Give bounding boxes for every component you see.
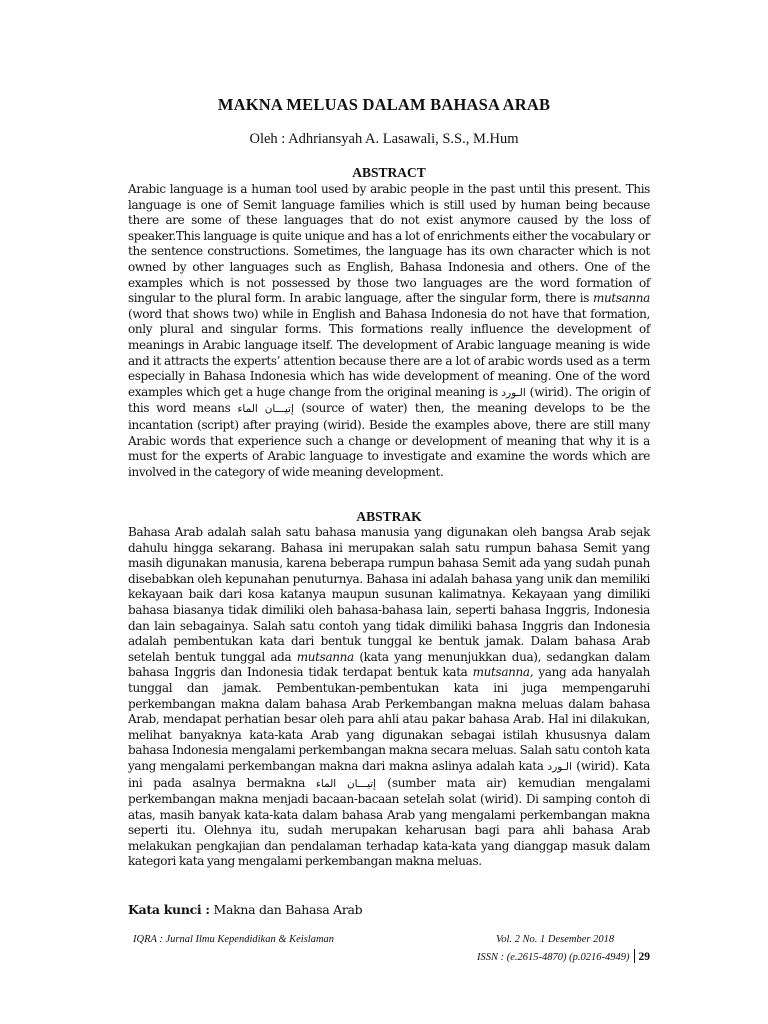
text-run: (wirid). The origin of this word means	[128, 384, 650, 416]
text-run: yang ada hanyalah tunggal dan jamak. Pembentukan-pembentukan kata ini juga mempengaruhi perkembangan makna dalam bahasa Arab Perkembangan makna meluas dalam bahasa Arab, mendapat perhatian besar oleh para ahli atau pakar bahasa Arab. Hal ini dilakukan, melihat banyaknya kata-kata Arab yang digunakan sebagai istilah khususnya dalam bahasa Indonesia mengalami perkembangan makna secara meluas. Salah satu contoh kata yang mengalami perkembangan makna dari makna aslinya adalah kata	[128, 665, 650, 773]
abstrak-heading: ABSTRAK	[356, 509, 422, 524]
text-run: (word that shows two) while in English and Bahasa Indonesia do not have that formation, only plural and singular forms. This formations really influence the development of meanings in Arabic language itself. The development of Arabic language meaning is wide and it attracts the experts’ attention because there are a lot of arabic words used as a term especially in Bahasa Indonesia which has wide development of meaning. One of the word examples which get a huge change from the original meaning is	[128, 306, 650, 399]
arabic-term: إتيـــان الماء	[315, 777, 377, 790]
italic-term: mutsanna	[592, 291, 650, 306]
paper-title: MAKNA MELUAS DALAM BAHASA ARAB	[217, 95, 551, 114]
arabic-term: إتيـــان الماء	[237, 403, 294, 416]
text-run: Bahasa Arab adalah salah satu bahasa manusia yang digunakan oleh bangsa Arab sejak dahulu hingga sekarang. Bahasa ini merupakan salah satu rumpun bahasa Semit yang masih digunakan manusia, karena beberapa rumpun bahasa Semit ada yang sudah punah disebabkan oleh kepunahan penuturnya. Bahasa ini adalah bahasa yang unik dan memiliki kekayaan baik dari kosa katanya maupun susunan kalimatnya. Kekayaan yang dimiliki bahasa biasanya tidak dimiliki oleh bahasa-bahasa lain, seperti bahasa Inggris, Indonesia dan lain sebagainya. Salah satu contoh yang tidak dimiliki bahasa Inggris dan Indonesia adalah pembentukan kata dari bentuk tunggal ke bentuk jamak. Dalam bahasa Arab setelah bentuk tunggal ada	[128, 525, 650, 664]
abstract-body	[128, 182, 650, 480]
abstrak-body	[128, 525, 650, 870]
footer-divider	[634, 949, 635, 963]
text-run: (kata yang menunjukkan dua), sedangkan dalam bahasa Inggris dan Indonesia tidak terdapat bentuk kata	[128, 649, 650, 680]
page-number: 29	[638, 951, 650, 963]
text-run: Arabic language is a human tool used by arabic people in the past until this present. This language is one of Semit language families which is still used by human being because there are some of these languages that do not exist anymore caused by the loss of speaker.This language is quite unique and has a lot of enrichments either the vocabulary or the sentence constructions. Sometimes, the language has its own character which is not owned by other languages such as English, Bahasa Indonesia and others. One of the examples which is not possessed by those two languages are the word formation of singular to the plural form. In arabic language, after the singular form, there is	[128, 182, 650, 306]
italic-term: mutsanna,	[472, 665, 534, 680]
arabic-term: الـورد	[501, 386, 526, 399]
keywords-value: Makna dan Bahasa Arab	[209, 902, 363, 917]
issn-line	[477, 949, 650, 963]
arabic-term: الـورد	[547, 760, 572, 773]
text-run: (wirid). Kata ini pada asalnya bermakna	[128, 758, 650, 790]
journal-volume: Vol. 2 No. 1 Desember 2018	[496, 934, 615, 945]
abstract-heading: ABSTRACT	[352, 165, 426, 180]
text-run: (source of water) then, the meaning develops to be the incantation (script) after praying (wirid). Beside the examples above, there are still many Arabic words that experience such a change or development of meaning that why it is a must for the experts of Arabic language to investigate and examine the words which are involved in the category of wide meaning development.	[128, 401, 651, 479]
keywords-label: Kata kunci :	[128, 902, 210, 917]
italic-term: mutsanna	[296, 649, 354, 664]
issn-text: ISSN : (e.2615-4870) (p.0216-4949)	[476, 952, 630, 963]
keywords-line	[128, 902, 362, 917]
author-line: Oleh : Adhriansyah A. Lasawali, S.S., M.Hum	[249, 131, 519, 147]
text-run: (sumber mata air) kemudian mengalami perkembangan makna menjadi bacaan-bacaan setelah solat (wirid). Di samping contoh di atas, masih banyak kata-kata dalam bahasa Arab yang mengalami perkembangan makna seperti itu. Olehnya itu, sudah merupakan keharusan bagi para ahli bahasa Arab melakukan pengkajian dan pendalaman terhadap kata-kata yang dianggap masuk dalam kategori kata yang mengalami perkembangan makna meluas.	[128, 775, 650, 869]
journal-name: IQRA : Jurnal Ilmu Kependidikan & Keislaman	[133, 934, 335, 945]
